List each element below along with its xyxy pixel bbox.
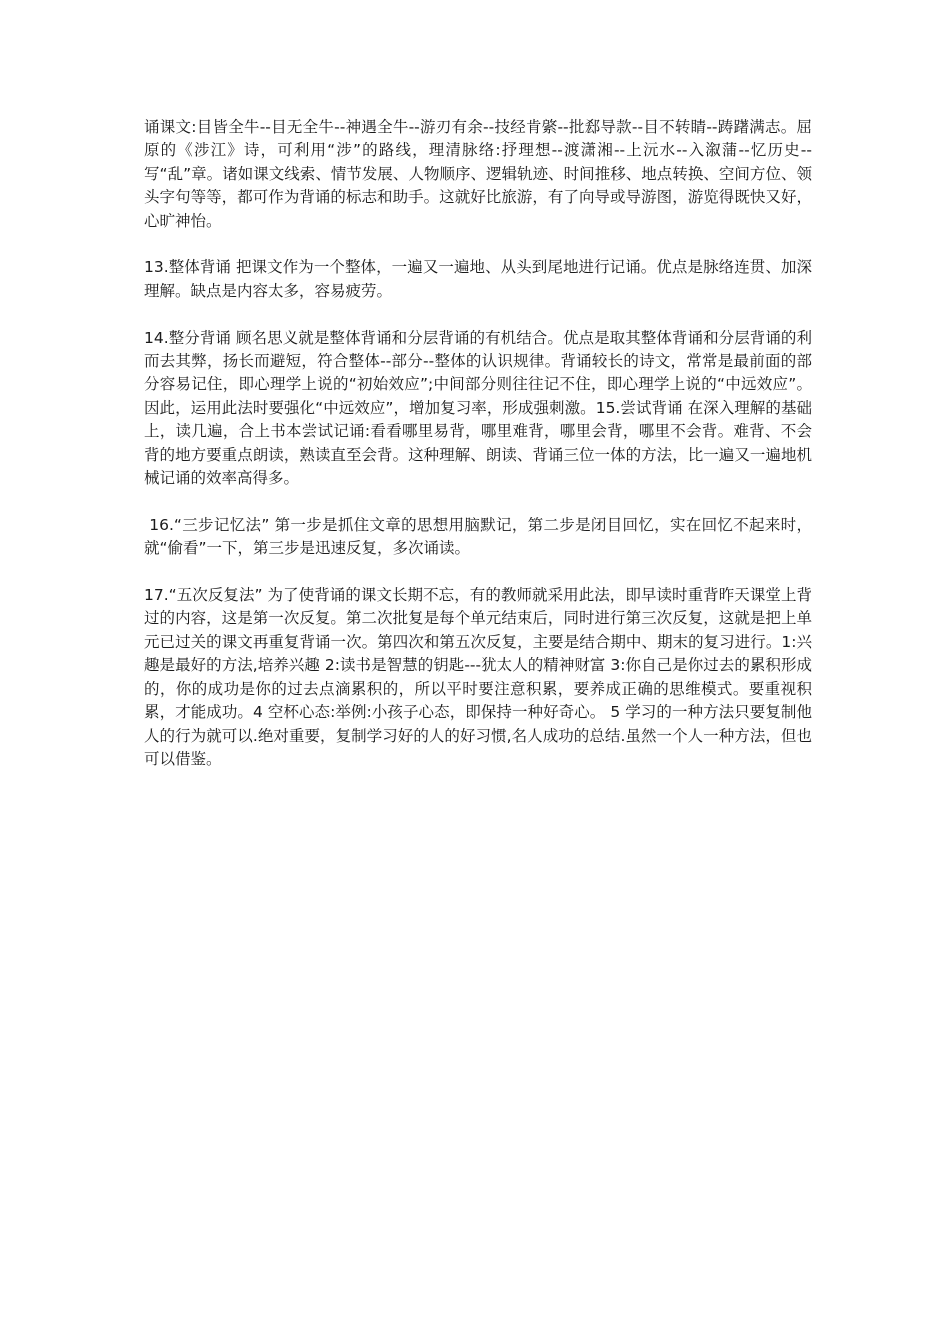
paragraph-reading-aids: 诵课文:目皆全牛--目无全牛--神遇全牛--游刃有余--技经肯綮--批郄导款--目不转睛--踌躇满志。屈原的《涉江》诗，可利用“涉”的路线，理清脉络:抒理想--渡潇湘--上沅水--入溆蒲--忆历史--写“乱”章。诸如课文线索、情节发展、人物顺序、逻辑轨迹、时间推移、地点转换、空间方位、领头字句等等，都可作为背诵的标志和助手。这就好比旅游，有了向导或导游图，游览得既快又好，心旷神怡。	[144, 118, 812, 230]
paragraph-17-five-repeat: 17.“五次反复法” 为了使背诵的课文长期不忘，有的教师就采用此法，即早读时重背昨天课堂上背过的内容，这是第一次反复。第二次批复是每个单元结束后，同时进行第三次反复，这就是把上单元已过关的课文再重复背诵一次。第四次和第五次反复，主要是结合期中、期末的复习进行。1:兴趣是最好的方法,培养兴趣 2:读书是智慧的钥匙---犹太人的精神财富 3:你自己是你过去的累积形成的，你的成功是你的过去点滴累积的，所以平时要注意积累，要养成正确的思维模式。要重视积累，才能成功。4 空杯心态:举例:小孩子心态，即保持一种好奇心。 5 学习的一种方法只要复制他人的行为就可以.绝对重要，复制学习好的人的好习惯,名人成功的总结.虽然一个人一种方法，但也可以借鉴。	[144, 586, 812, 768]
paragraph-13-whole-recitation: 13.整体背诵 把课文作为一个整体，一遍又一遍地、从头到尾地进行记诵。优点是脉络连贯、加深理解。缺点是内容太多，容易疲劳。	[144, 258, 812, 300]
paragraph-16-three-step: 16.“三步记忆法” 第一步是抓住文章的思想用脑默记，第二步是闭目回忆，实在回忆不起来时，就“偷看”一下，第三步是迅速反复，多次诵读。	[144, 515, 812, 558]
document-body	[144, 116, 812, 795]
paragraph-14-15-recitation: 14.整分背诵 顾名思义就是整体背诵和分层背诵的有机结合。优点是取其整体背诵和分层背诵的利而去其弊，扬长而避短，符合整体--部分--整体的认识规律。背诵较长的诗文，常常是最前面的部分容易记住，即心理学上说的“初始效应”;中间部分则往往记不住，即心理学上说的“中远效应”。因此，运用此法时要强化“中远效应”，增加复习率，形成强刺激。15.尝试背诵 在深入理解的基础上，读几遍，合上书本尝试记诵:看看哪里易背，哪里难背，哪里会背，哪里不会背。难背、不会背的地方要重点朗读，熟读直至会背。这种理解、朗读、背诵三位一体的方法，比一遍又一遍地机械记诵的效率高得多。	[144, 328, 812, 488]
